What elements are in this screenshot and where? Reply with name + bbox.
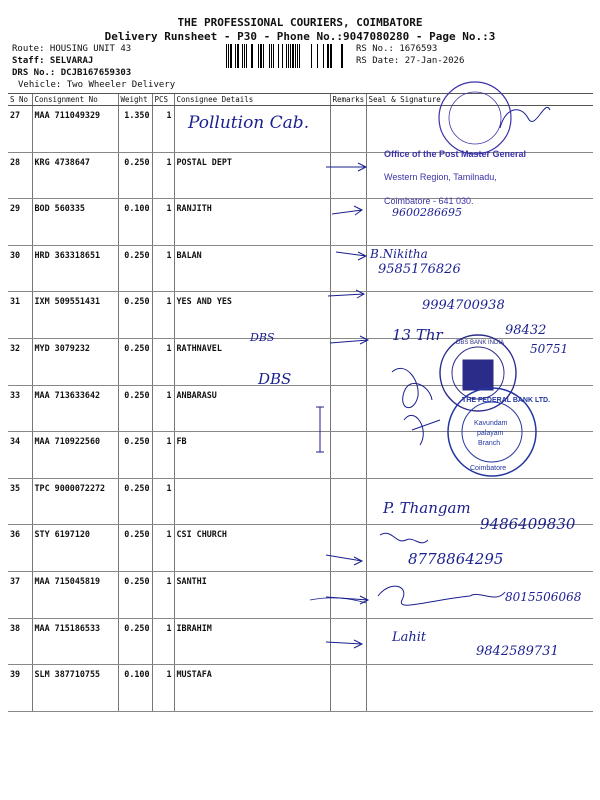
handwritten-32c: 50751 bbox=[530, 342, 569, 356]
row-signature bbox=[366, 106, 593, 153]
row-signature bbox=[366, 338, 593, 385]
row-sno: 37 bbox=[8, 571, 32, 618]
row-remarks bbox=[330, 571, 366, 618]
row-consignment: MAA 713633642 bbox=[32, 385, 118, 432]
row-consignment: STY 6197120 bbox=[32, 525, 118, 572]
row-sno: 39 bbox=[8, 665, 32, 712]
row-consignee: IBRAHIM bbox=[174, 618, 330, 665]
row-consignee: POSTAL DEPT bbox=[174, 152, 330, 199]
row-consignee bbox=[174, 478, 330, 525]
vehicle-label: Vehicle: Two Wheeler Delivery bbox=[18, 80, 176, 90]
row-consignee: RANJITH bbox=[174, 199, 330, 246]
row-consignment: MAA 711049329 bbox=[32, 106, 118, 153]
row-remarks bbox=[330, 106, 366, 153]
row-weight: 0.250 bbox=[118, 152, 152, 199]
svg-text:palayam: palayam bbox=[477, 430, 504, 437]
col-remarks: Remarks bbox=[330, 94, 366, 106]
row-weight: 0.100 bbox=[118, 665, 152, 712]
row-consignment: SLM 387710755 bbox=[32, 665, 118, 712]
postal-stamp-line3: Coimbatore - 641 030. bbox=[384, 196, 474, 206]
postal-stamp-line2: Western Region, Tamilnadu, bbox=[384, 172, 497, 182]
row-pcs: 1 bbox=[152, 245, 174, 292]
table-row bbox=[8, 478, 593, 525]
row-pcs: 1 bbox=[152, 665, 174, 712]
row-consignment: TPC 9000072272 bbox=[32, 478, 118, 525]
row-signature bbox=[366, 152, 593, 199]
handwritten-phone-38: 8015506068 bbox=[505, 590, 582, 604]
row-consignment: MAA 715045819 bbox=[32, 571, 118, 618]
row-weight: 0.250 bbox=[118, 525, 152, 572]
row-pcs: 1 bbox=[152, 432, 174, 479]
row-weight: 0.250 bbox=[118, 432, 152, 479]
row-signature bbox=[366, 199, 593, 246]
handwritten-name-30: B.Nikitha bbox=[370, 247, 428, 261]
row-signature bbox=[366, 618, 593, 665]
row-weight: 0.250 bbox=[118, 292, 152, 339]
table-header-row bbox=[8, 94, 593, 106]
table-row bbox=[8, 106, 593, 153]
svg-text:Kavundam: Kavundam bbox=[474, 420, 508, 427]
row-signature bbox=[366, 385, 593, 432]
table-row bbox=[8, 152, 593, 199]
row-consignee bbox=[174, 106, 330, 153]
row-remarks bbox=[330, 385, 366, 432]
postal-stamp-line1: Office of the Post Master General bbox=[384, 149, 527, 159]
row-sno: 32 bbox=[8, 338, 32, 385]
col-consignment: Consignment No bbox=[32, 94, 118, 106]
row-consignee: ANBARASU bbox=[174, 385, 330, 432]
handwritten-dbs-33: DBS bbox=[258, 370, 292, 388]
table-row bbox=[8, 292, 593, 339]
row-pcs: 1 bbox=[152, 338, 174, 385]
row-consignment: MAA 710922560 bbox=[32, 432, 118, 479]
row-pcs: 1 bbox=[152, 199, 174, 246]
dbs-seal-text: DBS BANK INDIA bbox=[456, 340, 505, 346]
row-sno: 34 bbox=[8, 432, 32, 479]
row-signature bbox=[366, 478, 593, 525]
row-weight: 0.250 bbox=[118, 618, 152, 665]
row-remarks bbox=[330, 618, 366, 665]
row-consignee: YES AND YES bbox=[174, 292, 330, 339]
row-remarks bbox=[330, 432, 366, 479]
row-sno: 29 bbox=[8, 199, 32, 246]
row-remarks bbox=[330, 292, 366, 339]
table-row bbox=[8, 385, 593, 432]
rs-date: RS Date: 27-Jan-2026 bbox=[356, 56, 465, 66]
row-signature bbox=[366, 665, 593, 712]
row-pcs: 1 bbox=[152, 478, 174, 525]
row-signature bbox=[366, 525, 593, 572]
rs-number: RS No.: 1676593 bbox=[356, 44, 438, 54]
row-sno: 31 bbox=[8, 292, 32, 339]
handwritten-32a: 13 Thr bbox=[392, 326, 443, 344]
table-row bbox=[8, 618, 593, 665]
row-remarks bbox=[330, 152, 366, 199]
handwritten-dbs-32: DBS bbox=[250, 331, 275, 344]
col-consignee: Consignee Details bbox=[174, 94, 330, 106]
row-weight: 0.250 bbox=[118, 478, 152, 525]
row-pcs: 1 bbox=[152, 292, 174, 339]
row-pcs: 1 bbox=[152, 525, 174, 572]
col-sno: S No bbox=[8, 94, 32, 106]
barcode bbox=[226, 44, 352, 68]
row-consignee: RATHNAVEL bbox=[174, 338, 330, 385]
row-sno: 30 bbox=[8, 245, 32, 292]
row-weight: 1.350 bbox=[118, 106, 152, 153]
row-consignee: BALAN bbox=[174, 245, 330, 292]
row-consignee: SANTHI bbox=[174, 571, 330, 618]
staff-label: Staff: SELVARAJ bbox=[12, 56, 94, 66]
handwritten-phone-36: 9486409830 bbox=[480, 515, 576, 533]
table-row bbox=[8, 245, 593, 292]
row-consignee: MUSTAFA bbox=[174, 665, 330, 712]
row-weight: 0.250 bbox=[118, 571, 152, 618]
row-consignment: MAA 715186533 bbox=[32, 618, 118, 665]
runsheet-table bbox=[8, 93, 593, 712]
handwritten-phone-39: 9842589731 bbox=[476, 644, 559, 659]
handwritten-phone-31: 9994700938 bbox=[422, 298, 505, 313]
col-weight: Weight bbox=[118, 94, 152, 106]
col-signature: Seal & Signature bbox=[366, 94, 593, 106]
row-sno: 27 bbox=[8, 106, 32, 153]
handwritten-phone-29: 9600286695 bbox=[392, 206, 462, 219]
row-weight: 0.250 bbox=[118, 245, 152, 292]
handwritten-name-36: P. Thangam bbox=[383, 499, 471, 517]
table-row bbox=[8, 571, 593, 618]
row-consignment: MYD 3079232 bbox=[32, 338, 118, 385]
row-remarks bbox=[330, 245, 366, 292]
table-row bbox=[8, 432, 593, 479]
row-signature bbox=[366, 432, 593, 479]
handwritten-consignee-27: Pollution Cab. bbox=[188, 113, 310, 133]
company-title: THE PROFESSIONAL COURIERS, COIMBATORE bbox=[177, 16, 423, 29]
row-sno: 28 bbox=[8, 152, 32, 199]
row-sno: 33 bbox=[8, 385, 32, 432]
row-weight: 0.250 bbox=[118, 385, 152, 432]
row-pcs: 1 bbox=[152, 385, 174, 432]
row-weight: 0.250 bbox=[118, 338, 152, 385]
route-label: Route: HOUSING UNIT 43 bbox=[12, 44, 132, 54]
runsheet-subtitle: Delivery Runsheet - P30 - Phone No.:9047080280 - Page No.:3 bbox=[104, 30, 496, 43]
row-sno: 36 bbox=[8, 525, 32, 572]
row-remarks bbox=[330, 525, 366, 572]
row-pcs: 1 bbox=[152, 571, 174, 618]
table-row bbox=[8, 199, 593, 246]
row-pcs: 1 bbox=[152, 106, 174, 153]
row-weight: 0.100 bbox=[118, 199, 152, 246]
table-row bbox=[8, 338, 593, 385]
row-consignment: HRD 363318651 bbox=[32, 245, 118, 292]
handwritten-32b: 98432 bbox=[505, 323, 547, 338]
handwritten-phone-30: 9585176826 bbox=[378, 262, 461, 277]
row-signature bbox=[366, 292, 593, 339]
row-consignment: BOD 560335 bbox=[32, 199, 118, 246]
row-sno: 35 bbox=[8, 478, 32, 525]
row-signature bbox=[366, 245, 593, 292]
table-row bbox=[8, 525, 593, 572]
row-remarks bbox=[330, 665, 366, 712]
row-pcs: 1 bbox=[152, 152, 174, 199]
row-remarks bbox=[330, 199, 366, 246]
row-consignee: CSI CHURCH bbox=[174, 525, 330, 572]
handwritten-name-39: Lahit bbox=[392, 630, 427, 645]
row-consignee: FB bbox=[174, 432, 330, 479]
row-remarks bbox=[330, 338, 366, 385]
drs-number: DRS No.: DCJB167659303 bbox=[12, 68, 132, 78]
row-consignment: KRG 4738647 bbox=[32, 152, 118, 199]
row-consignment: IXM 509551431 bbox=[32, 292, 118, 339]
svg-text:Branch: Branch bbox=[478, 440, 501, 447]
row-remarks bbox=[330, 478, 366, 525]
federal-seal-title: THE FEDERAL BANK LTD. bbox=[462, 397, 551, 404]
row-sno: 38 bbox=[8, 618, 32, 665]
svg-text:Coimbatore: Coimbatore bbox=[470, 465, 507, 472]
table-row bbox=[8, 665, 593, 712]
row-signature bbox=[366, 571, 593, 618]
handwritten-phone-37: 8778864295 bbox=[408, 550, 504, 568]
col-pcs: PCS bbox=[152, 94, 174, 106]
row-pcs: 1 bbox=[152, 618, 174, 665]
